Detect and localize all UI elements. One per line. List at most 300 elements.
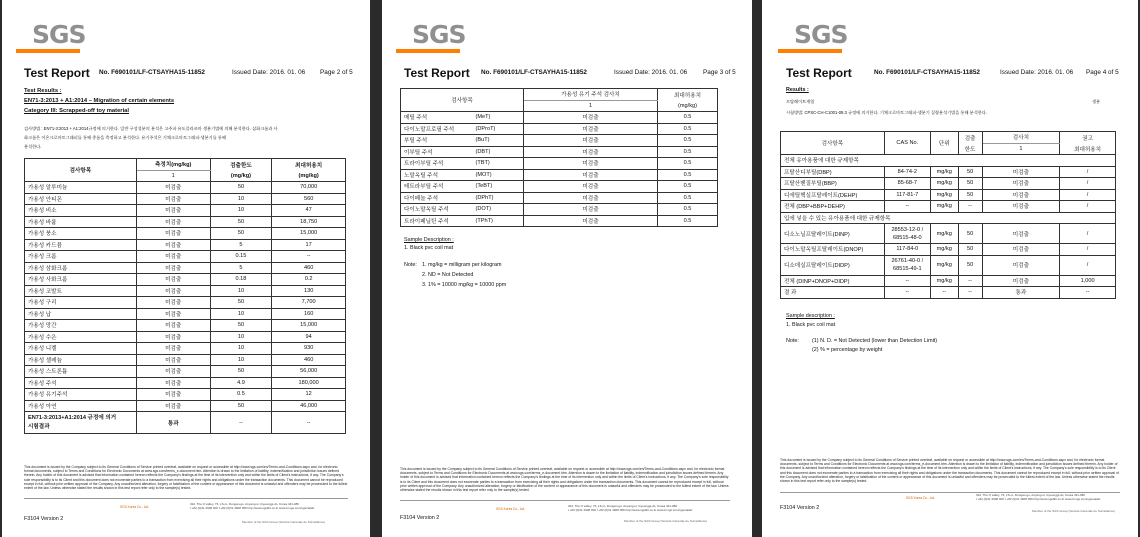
- compound-name: 다이페놀 주석: [401, 192, 473, 204]
- table-header-row: [401, 89, 718, 101]
- element-name: 가용성 수은: [25, 331, 137, 343]
- unit-label: 생분: [1092, 99, 1101, 104]
- max-permitted: 7,700: [272, 297, 346, 309]
- col-header-recommended-sub: 최대허용치: [1060, 143, 1116, 155]
- max-permitted: 70,000: [272, 182, 346, 194]
- detection-limit: 50: [958, 189, 982, 201]
- detection-limit: 5: [210, 262, 272, 274]
- note-2: 2. ND = Not Detected: [422, 272, 474, 278]
- table-row: [401, 158, 718, 170]
- element-name: 가용성 알루미늄: [25, 182, 137, 194]
- col-header-item: 검사항목: [25, 159, 137, 182]
- measured-value: 미검출: [136, 308, 210, 320]
- measured-value: 미검출: [136, 377, 210, 389]
- compound-name: 부틸 주석: [401, 135, 473, 147]
- recommended-max: /: [1060, 166, 1116, 178]
- measured-value: 미검출: [136, 366, 210, 378]
- element-name: 가용성 비소: [25, 205, 137, 217]
- results-label: Test Results :: [24, 88, 62, 94]
- element-name: 가용성 삼화크롬: [25, 262, 137, 274]
- detection-limit: 50: [210, 182, 272, 194]
- max-permitted: 0.5: [658, 112, 718, 124]
- report-header: [382, 66, 752, 80]
- max-permitted: 930: [272, 343, 346, 355]
- max-permitted: 460: [272, 262, 346, 274]
- element-name: 가용성 주석: [25, 377, 137, 389]
- recommended-max: /: [1060, 255, 1116, 275]
- measured-value: 미검출: [136, 228, 210, 240]
- table-row: [781, 178, 1116, 190]
- result-value: 미검출: [524, 192, 658, 204]
- result-value: 미검출: [982, 189, 1060, 201]
- phthalate-name: 전체 (DBP+BBP+DEHP): [781, 201, 885, 213]
- cas-number: --: [884, 201, 930, 213]
- table-row: [25, 262, 346, 274]
- phthalate-name: 디소데실프탈레이트(DIDP): [781, 255, 885, 275]
- footer-disclaimer: This document is issued by the Company subject to its General Conditions of Service printed overleaf, available on request or accessible at http://www.sgs.com/en/Terms-and-Conditions.aspx and, for electronic format documents, subject to Terms and Conditions for Electronic Documents at www.sgs.com/terms_e-document.htm. Attention is drawn to the limitation of liability, indemnification and jurisdiction issues defined therein. Any holder of this document is advised that information contained hereon reflects the Company's findings at the time of its intervention only and within the limits of Client's instructions, if any. The Company's sole responsibility is to its Client and this document does not exonerate parties to a transaction from exercising all their rights and obligations under the transaction documents. This document cannot be reproduced except in full, without prior written approval of the Company. Any unauthorized alteration, forgery or falsification of the content or appearance of this document is unlawful and offenders may be prosecuted to the fullest extent of the law. Unless otherwise stated the results shown in this test report refer only to the sample(s) tested.: [780, 458, 1119, 484]
- report-page-4: [762, 0, 1138, 537]
- result-label: 결 과: [781, 287, 885, 299]
- cas-line-1: 117-84-0: [896, 246, 919, 253]
- recommended-max: /: [1060, 224, 1116, 244]
- page-number: Page 2 of 5: [320, 69, 353, 76]
- result-value: 미검출: [982, 255, 1060, 275]
- max-permitted: --: [272, 251, 346, 263]
- phthalate-name: 프탈산벤질부틸(BBP): [781, 178, 885, 190]
- organotin-table: [400, 88, 718, 227]
- result-value: 미검출: [982, 178, 1060, 190]
- detection-limit: 0.18: [210, 274, 272, 286]
- max-permitted: 180,000: [272, 377, 346, 389]
- detection-limit: 50: [210, 228, 272, 240]
- element-name: 가용성 안티몬: [25, 193, 137, 205]
- measured-value: 미검출: [136, 193, 210, 205]
- detection-limit: 50: [958, 224, 982, 244]
- compound-abbr: (TeBT): [473, 181, 524, 193]
- col-header-result-sub: 1: [524, 100, 658, 112]
- measured-value: 미검출: [136, 251, 210, 263]
- element-name: 가용성 카드뮴: [25, 239, 137, 251]
- phthalate-table: [780, 131, 1116, 299]
- measured-value: 미검출: [136, 182, 210, 194]
- unit: mg/kg: [930, 166, 958, 178]
- page-number: Page 3 of 5: [703, 69, 736, 76]
- table-row: [25, 285, 346, 297]
- compound-abbr: (MeT): [473, 112, 524, 124]
- col-header-item: 검사항목: [781, 132, 885, 155]
- element-name: 가용성 셀레늄: [25, 354, 137, 366]
- detection-limit: --: [958, 275, 982, 287]
- element-name: 가용성 망간: [25, 320, 137, 332]
- unit: mg/kg: [930, 275, 958, 287]
- cas-number: --: [884, 287, 930, 299]
- max-permitted: 12: [272, 389, 346, 401]
- table-row: [25, 354, 346, 366]
- address-line-1: 322, The O valley, 76, LS-ro, Dongan-gu, Anyang-si, Gyeonggi-do, Korea 431-080: [568, 504, 677, 508]
- measured-value: 미검출: [136, 400, 210, 412]
- result-value: 미검출: [524, 158, 658, 170]
- cas-number: [884, 255, 930, 275]
- table-row: [25, 400, 346, 412]
- issued-date: Issued Date: 2016. 01. 06: [614, 69, 688, 76]
- table-header-row: [781, 132, 1116, 144]
- unit: mg/kg: [930, 201, 958, 213]
- recommended-max: /: [1060, 178, 1116, 190]
- table-row: [25, 308, 346, 320]
- table-row: [781, 189, 1116, 201]
- final-label-line-1: EN71-3:2013+A1:2014 규정에 의거: [28, 414, 117, 421]
- report-number: No. F690101/LF-CTSAYHA15-11852: [99, 69, 205, 76]
- table-row: [25, 193, 346, 205]
- table-row: [25, 182, 346, 194]
- report-number: No. F690101/LF-CTSAYHA15-11852: [874, 69, 980, 76]
- measured-value: 미검출: [136, 389, 210, 401]
- compound-abbr: (DOT): [473, 204, 524, 216]
- report-page-2: [2, 0, 370, 537]
- table-row: [25, 216, 346, 228]
- detection-limit: 50: [210, 400, 272, 412]
- col-header-item: 검사항목: [401, 89, 524, 112]
- unit: --: [930, 287, 958, 299]
- measured-value: 미검출: [136, 274, 210, 286]
- unit: mg/kg: [930, 189, 958, 201]
- category-label: 프탈레이트계열: [786, 99, 815, 104]
- company-address: [568, 505, 692, 513]
- result-value: 미검출: [982, 244, 1060, 256]
- table-row: [401, 169, 718, 181]
- category-title: Category III: Scrapped-off toy material: [24, 108, 130, 114]
- max-permitted: 0.2: [272, 274, 346, 286]
- results-label: Results :: [786, 87, 809, 93]
- detection-limit: 10: [210, 193, 272, 205]
- col-header-max: 최대허용치: [658, 89, 718, 101]
- phthalate-name: 디에틸헥실프탈레이트(DEHP): [781, 189, 885, 201]
- standard-title: EN71-3:2013 + A1:2014 – Migration of certain elements: [24, 98, 175, 104]
- table-row: [781, 224, 1116, 244]
- col-header-result-sub: 1: [982, 143, 1060, 155]
- elements-table: [24, 158, 346, 434]
- table-row: [401, 215, 718, 227]
- detection-limit: --: [958, 287, 982, 299]
- max-permitted: 560: [272, 193, 346, 205]
- max-permitted: 46,000: [272, 400, 346, 412]
- table-row: [25, 274, 346, 286]
- detection-limit: 50: [958, 255, 982, 275]
- report-title: Test Report: [404, 66, 470, 80]
- unit: mg/kg: [930, 178, 958, 190]
- result-row: [781, 287, 1116, 299]
- group-label: 전체 유아용품에 대한 규제항목: [781, 155, 1116, 167]
- element-name: 가용성 니켈: [25, 343, 137, 355]
- detection-limit: 10: [210, 354, 272, 366]
- phthalate-name: 프탈산디부틸(DBP): [781, 166, 885, 178]
- max-permitted: 0.5: [658, 215, 718, 227]
- note-2: (2) % = percentage by weight: [812, 347, 883, 353]
- issued-date: Issued Date: 2016. 01. 06: [1000, 69, 1074, 76]
- detection-limit: 10: [210, 308, 272, 320]
- element-name: 가용성 사화크롬: [25, 274, 137, 286]
- compound-abbr: (DPhT): [473, 192, 524, 204]
- element-name: 가용성 바륨: [25, 216, 137, 228]
- detection-limit: 4.9: [210, 377, 272, 389]
- col-header-limit: 검출한도: [210, 159, 272, 171]
- final-result-label: [25, 412, 137, 434]
- max-permitted: 0.5: [658, 158, 718, 170]
- note-1: 1. mg/kg = milligram per kilogram: [422, 262, 502, 268]
- compound-abbr: (TPhT): [473, 215, 524, 227]
- col-header-detection: 검출: [958, 132, 982, 144]
- col-header-result: 가용성 유기 주석 검사치: [524, 89, 658, 101]
- note-1: (1) N. D. = Not Detected (lower than Detection Limit): [812, 338, 938, 344]
- max-permitted: 0.5: [658, 135, 718, 147]
- element-name: 가용성 붕소: [25, 228, 137, 240]
- table-row: [781, 201, 1116, 213]
- form-version: F3104 Version 2: [400, 515, 440, 521]
- unit: mg/kg: [930, 244, 958, 256]
- measured-value: 미검출: [136, 331, 210, 343]
- result-value: 미검출: [524, 204, 658, 216]
- note-label: Note:: [786, 338, 799, 344]
- table-row: [25, 205, 346, 217]
- result-value: 미검출: [982, 201, 1060, 213]
- compound-abbr: (BuT): [473, 135, 524, 147]
- method-text: 시험방법: CPSC-CH-C1001-09.3 규정에 의거한다. 기체크로마토그래피-생분기 질량분석기법을 통해 분석한다.: [786, 110, 988, 115]
- cas-number: 85-68-7: [884, 178, 930, 190]
- compound-name: 이부틸 주석: [401, 146, 473, 158]
- sample-item: 1. Black pvc coil mat: [404, 245, 454, 251]
- member-text: Member of the SGS Group (Société Générale de Surveillance): [624, 519, 708, 523]
- phthalate-name: 디소노닐프탈레이트(DINP): [781, 224, 885, 244]
- footer-disclaimer: This document is issued by the Company subject to its General Conditions of Service printed overleaf, available on request or accessible at http://www.sgs.com/en/Terms-and-Conditions.aspx and, for electronic format documents, subject to Terms and Conditions for Electronic Documents at www.sgs.com/terms_e-document.htm. Attention is drawn to the limitation of liability, indemnification and jurisdiction issues defined therein. Any holder of this document is advised that information contained hereon reflects the Company's findings at the time of its intervention only and within the limits of Client's instructions, if any. The Company's sole responsibility is to its Client and this document does not exonerate parties to a transaction from exercising all their rights and obligations under the transaction documents. This document cannot be reproduced except in full, without prior written approval of the Company. Any unauthorized alteration, forgery or falsification of the content or appearance of this document is unlawful and offenders may be prosecuted to the fullest extent of the law. Unless otherwise stated the results shown in this test report refer only to the sample(s) tested.: [400, 467, 729, 493]
- compound-abbr: (DProT): [473, 123, 524, 135]
- address-line-2: t +82 (0)31 4608 000 f +82 (0)31 4608 059 http://www.sgsbbl.co.kr www.kr.sgs.com/sgsmalab: [190, 505, 315, 510]
- result-value: 미검출: [524, 135, 658, 147]
- col-header-max-sub: (mg/kg): [658, 100, 718, 112]
- group-row: [781, 155, 1116, 167]
- cas-number: [884, 244, 930, 256]
- max-permitted: 160: [272, 308, 346, 320]
- result-value: 미검출: [524, 112, 658, 124]
- company-address: [190, 503, 314, 511]
- measured-value: 미검출: [136, 205, 210, 217]
- table-row: [401, 181, 718, 193]
- cas-number: --: [884, 275, 930, 287]
- table-row: [25, 297, 346, 309]
- max-permitted: 56,000: [272, 366, 346, 378]
- form-version: F3104 Version 2: [780, 505, 820, 511]
- col-header-recommended: 권고: [1060, 132, 1116, 144]
- element-name: 가용성 크롬: [25, 251, 137, 263]
- max-permitted: 0.5: [658, 123, 718, 135]
- table-row: [781, 166, 1116, 178]
- page-number: Page 4 of 5: [1086, 69, 1119, 76]
- address-line-2: t +82 (0)31 4608 000 f +82 (0)31 4608 059 http://www.sgsbbl.co.kr www.kr.sgs.com/sgsmalab: [976, 496, 1101, 501]
- report-number: No. F690101/LF-CTSAYHA15-11852: [481, 69, 587, 76]
- col-header-result: 검사치: [982, 132, 1060, 144]
- cas-line-2: 68515-48-0: [892, 234, 922, 241]
- col-header-max-sub: (mg/kg): [272, 170, 346, 182]
- detection-limit: 50: [210, 297, 272, 309]
- company-address: [976, 494, 1100, 502]
- detection-limit: 50: [210, 366, 272, 378]
- final-label-line-2: 시험결과: [28, 423, 50, 430]
- measured-value: 미검출: [136, 216, 210, 228]
- table-row: [401, 204, 718, 216]
- member-text: Member of the SGS Group (Société Générale de Surveillance): [1032, 509, 1116, 513]
- compound-name: 트라이페닐틴 주석: [401, 215, 473, 227]
- element-name: 가용성 스트론튬: [25, 366, 137, 378]
- result-value: 미검출: [524, 181, 658, 193]
- report-header: [762, 66, 1138, 80]
- table-row: [25, 366, 346, 378]
- table-row: [25, 228, 346, 240]
- measured-value: 미검출: [136, 320, 210, 332]
- method-text-3: 분석한다.: [24, 144, 42, 149]
- table-row: [401, 135, 718, 147]
- table-row: [401, 192, 718, 204]
- compound-name: 노말옥틸 주석: [401, 169, 473, 181]
- sgs-logo: SGS: [32, 20, 90, 52]
- sample-description-label: Sample description :: [786, 313, 835, 319]
- sample-description-label: Sample Description :: [404, 237, 454, 243]
- col-header-max: 최대허용치: [272, 159, 346, 171]
- report-header: [2, 66, 370, 80]
- col-header-measured-sub: 1: [136, 170, 210, 182]
- measured-value: 미검출: [136, 285, 210, 297]
- detection-limit: --: [958, 201, 982, 213]
- total-row: [781, 275, 1116, 287]
- table-row: [25, 251, 346, 263]
- detection-limit: 50: [958, 178, 982, 190]
- max-permitted: 18,750: [272, 216, 346, 228]
- element-name: 가용성 아연: [25, 400, 137, 412]
- table-row: [781, 255, 1116, 275]
- cas-number: [884, 224, 930, 244]
- sgs-logo: SGS: [412, 20, 470, 52]
- unit: mg/kg: [930, 224, 958, 244]
- cas-number: 84-74-2: [884, 166, 930, 178]
- report-page-3: [382, 0, 752, 537]
- note-label: Note:: [404, 262, 417, 268]
- col-header-limit-sub: (mg/kg): [210, 170, 272, 182]
- detection-limit: 50: [958, 166, 982, 178]
- cas-number: 117-81-7: [884, 189, 930, 201]
- final-result-row: [25, 412, 346, 434]
- max-permitted: 130: [272, 285, 346, 297]
- max-permitted: 0.5: [658, 204, 718, 216]
- compound-abbr: (DBT): [473, 146, 524, 158]
- max-permitted: 17: [272, 239, 346, 251]
- address-line-1: 322, The O valley, 76, LS-ro, Dongan-gu, Anyang-si, Gyeonggi-do, Korea 431-080: [976, 493, 1085, 497]
- recommended-max: --: [1060, 287, 1116, 299]
- sample-item: 1. Black pvc coil mat: [786, 322, 836, 328]
- company-name: SGS Korea Co., Ltd.: [906, 496, 936, 500]
- table-row: [401, 112, 718, 124]
- method-text-2: 화크롬은 이온크로마토그래피를 통해 총롬을 측정하고 분석한다. 유기주석은 기체크로마토그래피-생분기를 통해: [24, 135, 226, 140]
- sgs-logo: SGS: [794, 20, 852, 52]
- table-row: [401, 146, 718, 158]
- table-row: [781, 244, 1116, 256]
- detection-limit: 0.15: [210, 251, 272, 263]
- cas-line-2: 68515-49-1: [892, 266, 922, 272]
- col-header-measured: 측정치(mg/kg): [136, 159, 210, 171]
- compound-name: 트라이부틸 주석: [401, 158, 473, 170]
- detection-limit: 10: [210, 331, 272, 343]
- measured-value: 미검출: [136, 239, 210, 251]
- issued-date: Issued Date: 2016. 01. 06: [232, 69, 306, 76]
- result-value: 미검출: [524, 215, 658, 227]
- phthalate-name: 다이노말옥틸프탈레이트(DNOP): [781, 244, 885, 256]
- cas-line-1: 28553-12-0 /: [891, 226, 924, 233]
- measured-value: 미검출: [136, 354, 210, 366]
- detection-limit: 10: [210, 285, 272, 297]
- footer-disclaimer: This document is issued by the Company subject to its General Conditions of Service printed overleaf, available on request or accessible at http://www.sgs.com/en/Terms-and-Conditions.aspx and, for electronic format documents, subject to Terms and Conditions for Electronic Documents at www.sgs.com/terms_e-document.htm. Attention is drawn to the limitation of liability, indemnification and jurisdiction issues defined therein. Any holder of this document is advised that information contained hereon reflects the Company's findings at the time of its intervention only and within the limits of Client's instructions, if any. The Company's sole responsibility is to its Client and this document does not exonerate parties to a transaction from exercising all their rights and obligations under the transaction documents. This document cannot be reproduced except in full, without prior written approval of the Company. Any unauthorized alteration, forgery or falsification of the content or appearance of this document is unlawful and offenders may be prosecuted to the fullest extent of the law. Unless otherwise stated the results shown in this test report refer only to the sample(s) tested.: [24, 465, 348, 491]
- table-row: [25, 343, 346, 355]
- detection-limit: 50: [210, 320, 272, 332]
- compound-abbr: (MOT): [473, 169, 524, 181]
- table-row: [25, 331, 346, 343]
- final-limit: --: [210, 412, 272, 434]
- unit: mg/kg: [930, 255, 958, 275]
- final-result-value: 통과: [136, 412, 210, 434]
- max-permitted: 0.5: [658, 181, 718, 193]
- member-text: Member of the SGS Group (Société Générale de Surveillance): [242, 520, 326, 524]
- detection-limit: 10: [210, 205, 272, 217]
- result-value: 미검출: [982, 224, 1060, 244]
- element-name: 가용성 구리: [25, 297, 137, 309]
- phthalate-name: 전체 (DINP+DNOP+DIDP): [781, 275, 885, 287]
- address-line-2: t +82 (0)31 4608 000 f +82 (0)31 4608 059 http://www.sgsbbl.co.kr www.kr.sgs.com/sgsmalab: [568, 507, 693, 512]
- recommended-max: /: [1060, 244, 1116, 256]
- group-row: [781, 212, 1116, 224]
- final-max: --: [272, 412, 346, 434]
- result-value: 미검출: [982, 166, 1060, 178]
- table-row: [25, 320, 346, 332]
- company-name: SGS Korea Co., Ltd.: [120, 505, 150, 509]
- address-line-1: 322, The O valley, 76, LS-ro, Dongan-gu, Anyang-si, Gyeonggi-do, Korea 431-080: [190, 502, 299, 506]
- detection-limit: 50: [958, 244, 982, 256]
- detection-limit: 0.5: [210, 389, 272, 401]
- col-header-cas: CAS No.: [884, 132, 930, 155]
- compound-name: 다이노말옥틸 주석: [401, 204, 473, 216]
- result-value: 미검출: [524, 169, 658, 181]
- max-permitted: 15,000: [272, 228, 346, 240]
- col-header-unit: 단위: [930, 132, 958, 155]
- footer-divider: [400, 500, 730, 501]
- max-permitted: 0.5: [658, 169, 718, 181]
- max-permitted: 47: [272, 205, 346, 217]
- table-row: [25, 377, 346, 389]
- report-title: Test Report: [786, 66, 852, 80]
- compound-name: 메틸 주석: [401, 112, 473, 124]
- note-3: 3. 1% = 10000 mg/kg = 10000 ppm: [422, 282, 507, 288]
- recommended-max: /: [1060, 201, 1116, 213]
- detection-limit: 5: [210, 239, 272, 251]
- compound-name: 테트라부틸 주석: [401, 181, 473, 193]
- max-permitted: 15,000: [272, 320, 346, 332]
- table-row: [401, 123, 718, 135]
- max-permitted: 0.5: [658, 192, 718, 204]
- measured-value: 미검출: [136, 343, 210, 355]
- max-permitted: 94: [272, 331, 346, 343]
- table-row: [25, 389, 346, 401]
- max-permitted: 0.5: [658, 146, 718, 158]
- cas-line-1: 26761-40-0 /: [891, 258, 924, 264]
- method-text: 검사방법 : EN71-3:2013 + A1:2014규정에 의거한다. 일반 구성성분의 분석은 고주파 유도플라즈마 생분기법에 의해 분석한다. 삼화크롬과 사: [24, 126, 278, 131]
- table-row: [25, 239, 346, 251]
- recommended-max: /: [1060, 189, 1116, 201]
- compound-name: 다이노말프로필 주석: [401, 123, 473, 135]
